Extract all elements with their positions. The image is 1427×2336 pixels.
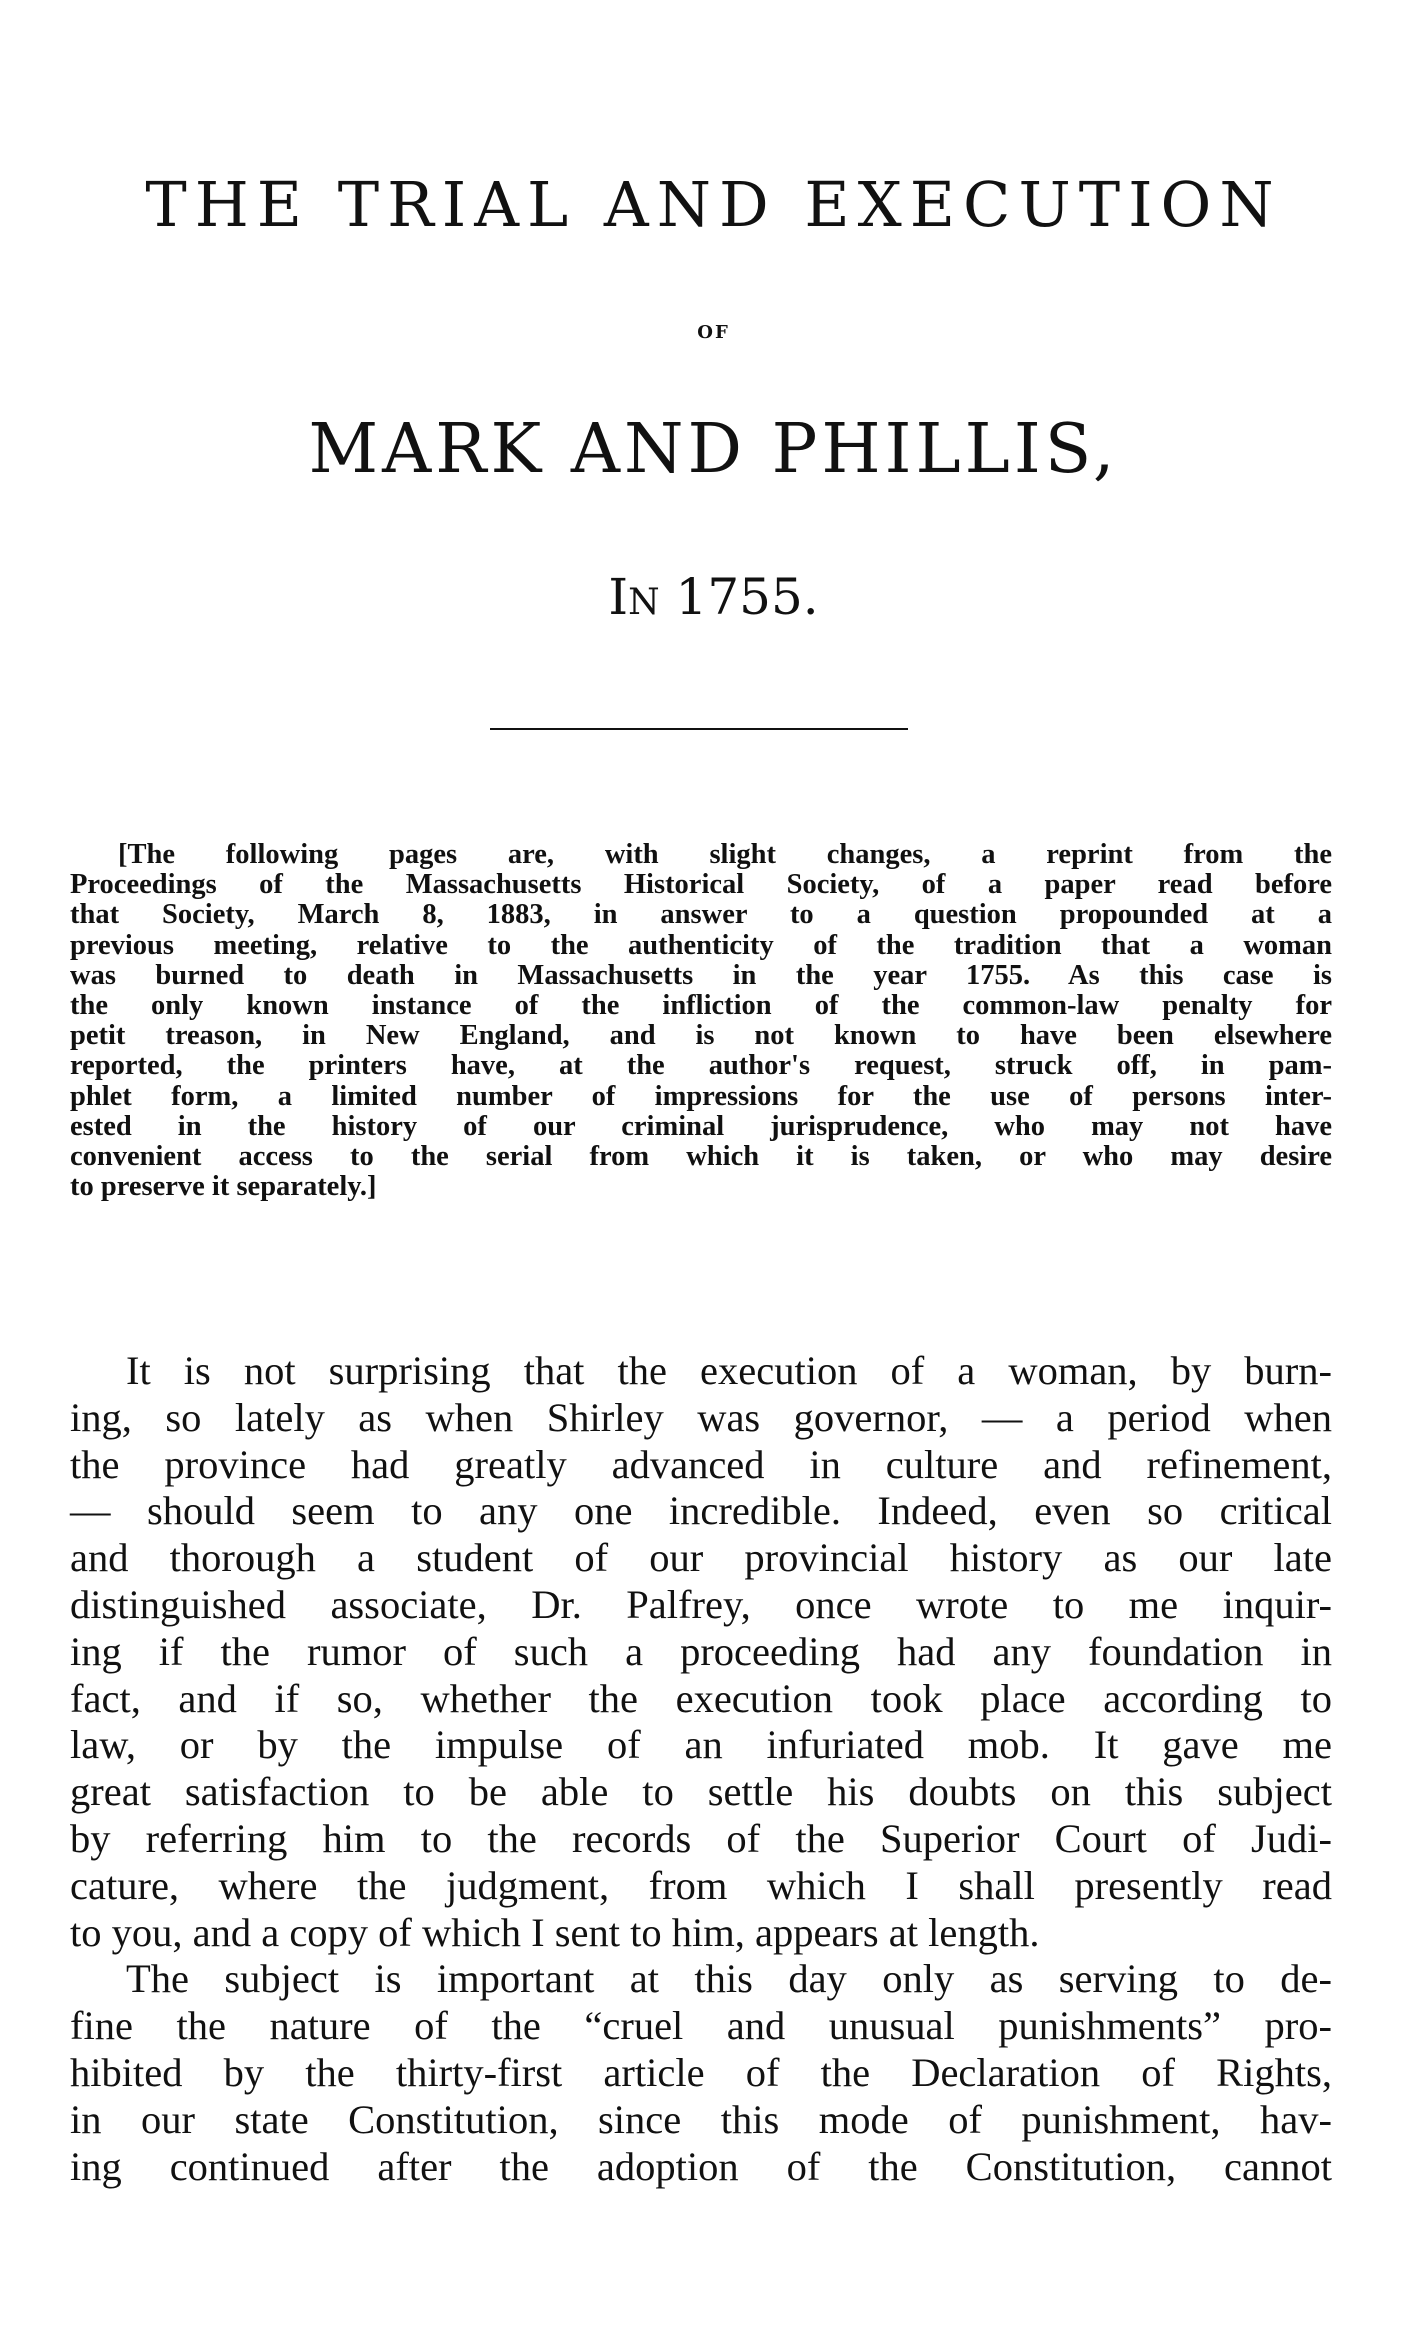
body-line: The subject is important at this day only as serving to de- — [126, 1956, 1332, 2002]
preface-line: Proceedings of the Massachusetts Historical Society, of a paper read before — [70, 869, 1332, 901]
title-line-2: MARK AND PHILLIS, — [308, 410, 1119, 489]
body-line: to you, and a copy of which I sent to him, appears at length. — [70, 1909, 1040, 1955]
preface-line: ested in the history of our criminal jurisprudence, who may not have — [70, 1110, 1332, 1142]
preface-note — [70, 840, 1332, 1202]
body-line: ing if the rumor of such a proceeding had any foundation in — [70, 1628, 1332, 1674]
body-line: ing continued after the adoption of the Constitution, cannot — [70, 2143, 1332, 2189]
year-value: 1755. — [675, 568, 819, 626]
body-line: by referring him to the records of the Superior Court of Judi- — [70, 1815, 1332, 1861]
preface-line: was burned to death in Massachusetts in the year 1755. As this case is — [70, 959, 1332, 991]
body-line: It is not surprising that the execution of a woman, by burn- — [126, 1348, 1332, 1393]
body-line: hibited by the thirty-first article of the Declaration of Rights, — [70, 2049, 1332, 2095]
preface-line: that Society, March 8, 1883, in answer to a question propounded at a — [70, 899, 1332, 931]
body-line: distinguished associate, Dr. Palfrey, once wrote to me inquir- — [70, 1581, 1332, 1627]
body-line: — should seem to any one incredible. Indeed, even so critical — [70, 1488, 1332, 1534]
body-text — [70, 1348, 1332, 2190]
body-line: fine the nature of the “cruel and unusual punishments” pro- — [70, 2003, 1332, 2049]
title-rule — [490, 728, 908, 730]
body-line: the province had greatly advanced in culture and refinement, — [70, 1441, 1332, 1487]
title-year — [0, 568, 1427, 626]
body-line: in our state Constitution, since this mode of punishment, hav- — [70, 2096, 1332, 2142]
preface-line: previous meeting, relative to the authenticity of the tradition that a woman — [70, 929, 1332, 961]
preface-line: petit treason, in New England, and is not known to have been elsewhere — [70, 1020, 1332, 1052]
body-line: cature, where the judgment, from which I shall presently read — [70, 1862, 1332, 1908]
body-line: fact, and if so, whether the execution took place according to — [70, 1675, 1332, 1721]
title-line-1: THE TRIAL AND EXECUTION — [145, 168, 1282, 241]
body-line: law, or by the impulse of an infuriated mob. It gave me — [70, 1722, 1332, 1768]
body-line: great satisfaction to be able to settle his doubts on this subject — [70, 1769, 1332, 1815]
preface-line: [The following pages are, with slight changes, a reprint from the — [118, 839, 1332, 870]
year-prefix-small: N — [628, 582, 660, 623]
body-line: and thorough a student of our provincial history as our late — [70, 1535, 1332, 1581]
title-of: OF — [697, 322, 730, 343]
preface-line: convenient access to the serial from which it is taken, or who may desire — [70, 1141, 1332, 1173]
preface-line: reported, the printers have, at the author's request, struck off, in pam- — [70, 1050, 1332, 1082]
body-line: ing, so lately as when Shirley was governor, — a period when — [70, 1394, 1332, 1440]
preface-line: the only known instance of the infliction of the common-law penalty for — [70, 990, 1332, 1022]
preface-line: to preserve it separately.] — [70, 1171, 377, 1203]
year-prefix-cap: I — [608, 568, 629, 626]
preface-line: phlet form, a limited number of impressions for the use of persons inter- — [70, 1080, 1332, 1112]
